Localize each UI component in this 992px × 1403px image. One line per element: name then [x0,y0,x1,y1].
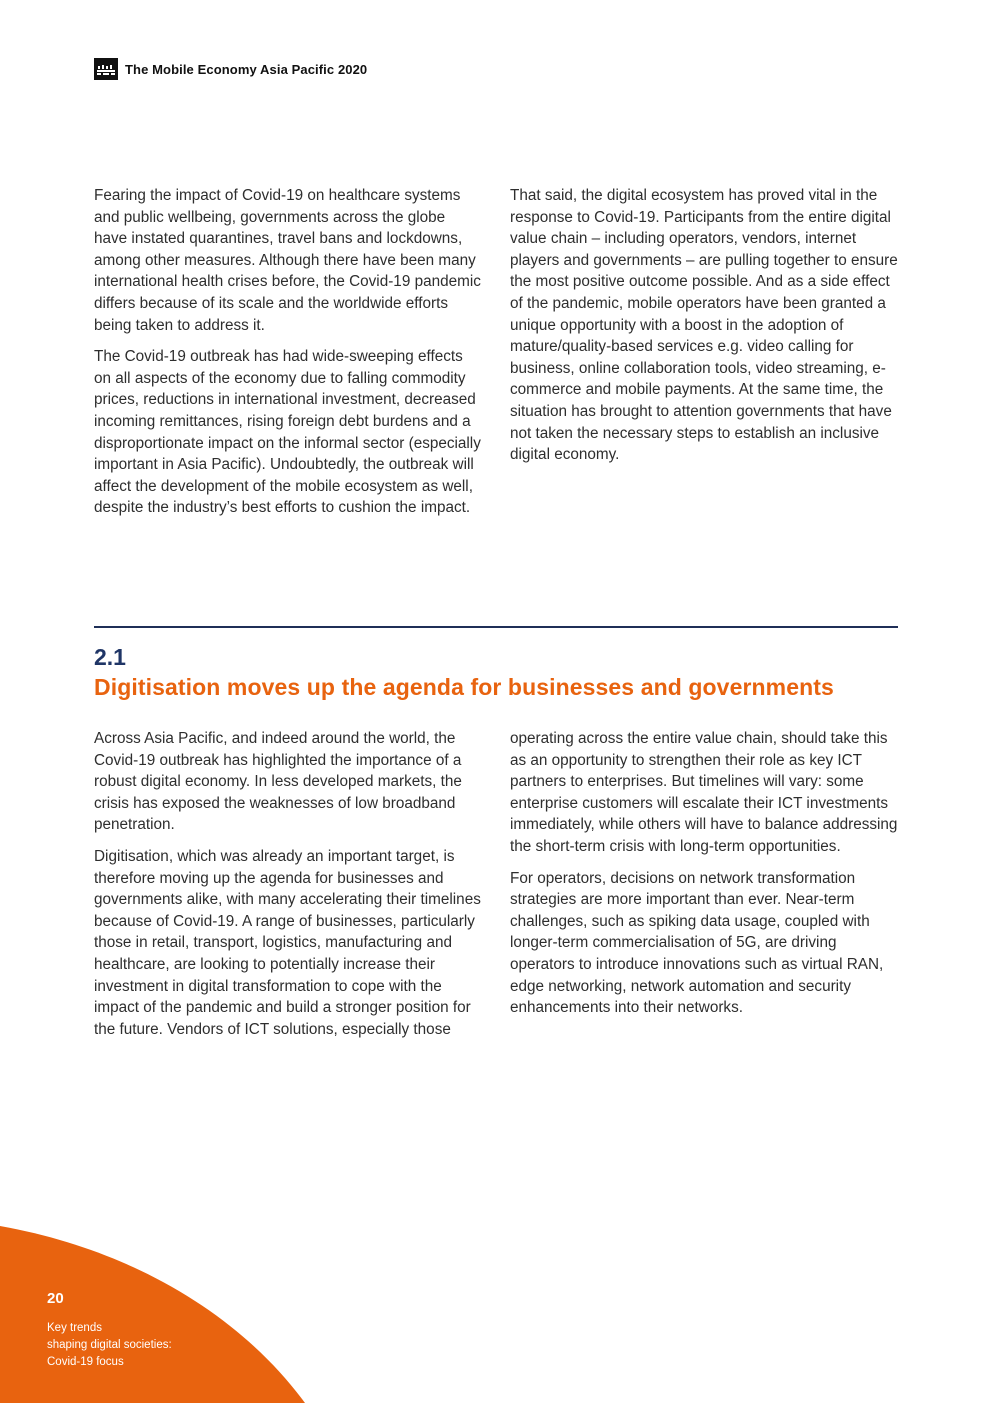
footer-orange-shape [0,1226,310,1403]
section-divider [94,626,898,628]
page-header [94,58,367,80]
paragraph: Fearing the impact of Covid-19 on healthcare systems and public wellbeing, governments across the globe have instated quarantines, travel bans and lockdowns, among other measures. Although there have been many international health crises before, the Covid-19 pandemic differs because of its scale and the worldwide efforts being taken to address it. [94,187,481,334]
section-right-column [510,728,898,1029]
section-number: 2.1 [94,644,126,670]
paragraph: For operators, decisions on network transformation strategies are more important than ever. Near-term challenges, such as spiking data usage, coupled with longer-term commercialisation of 5G, are driving operators to introduce innovations such as virtual RAN, edge networking, network automation and security enhancements into their networks. [510,869,884,1017]
footer-section-label [47,1320,247,1371]
paragraph: Across Asia Pacific, and indeed around the world, the Covid-19 outbreak has highlighted the importance of a robust digital economy. In less developed markets, the crisis has exposed the weaknesses of low broadband penetration. [94,730,462,834]
report-title: The Mobile Economy Asia Pacific 2020 [125,61,368,77]
paragraph: That said, the digital ecosystem has proved vital in the response to Covid-19. Participants from the entire digital value chain – including operators, vendors, internet players and governments – are pulling together to ensure the most positive outcome possible. And as a side effect of the pandemic, mobile operators have been granted a unique opportunity with a boost in the adoption of mature/quality-based services e.g. video calling for business, online collaboration tools, video streaming, e-commerce and mobile payments. At the same time, the situation has brought to attention governments that have not taken the necessary steps to establish an inclusive digital economy. [510,187,898,464]
section-title: Digitisation moves up the agenda for businesses and governments [94,674,834,700]
paragraph: Digitisation, which was already an important target, is therefore moving up the agenda for businesses and governments alike, with many accelerating their timelines because of Covid-19. A range of businesses, particularly those in retail, transport, logistics, manufacturing and healthcare, are looking to potentially increase their investment in digital transformation to cope with the impact of the pandemic and build a stronger position for the future. Vendors of ICT solutions, especially those [94,847,481,1038]
footer-line: Key trends [47,1322,102,1334]
paragraph: operating across the entire value chain, should take this as an opportunity to strengthen their role as key ICT partners to enterprises. But timelines will vary: some enterprise customers will escalate their ICT investments immediately, while others will have to balance addressing the short-term crisis with long-term opportunities. [510,730,898,855]
intro-left-column [94,185,482,529]
intro-right-column [510,185,898,476]
section-left-column [94,728,482,1050]
footer-line: Covid-19 focus [47,1356,124,1368]
footer-line: shaping digital societies: [47,1339,172,1351]
gsma-building-icon [94,58,118,80]
page-number: 20 [47,1290,64,1307]
paragraph: The Covid-19 outbreak has had wide-sweeping effects on all aspects of the economy due to falling commodity prices, reductions in international investment, decreased incoming remittances, rising foreign debt burdens and a disproportionate impact on the informal sector (especially important in Asia Pacific). Undoubtedly, the outbreak will affect the development of the mobile ecosystem as well, despite the industry’s best efforts to cushion the impact. [94,348,481,517]
